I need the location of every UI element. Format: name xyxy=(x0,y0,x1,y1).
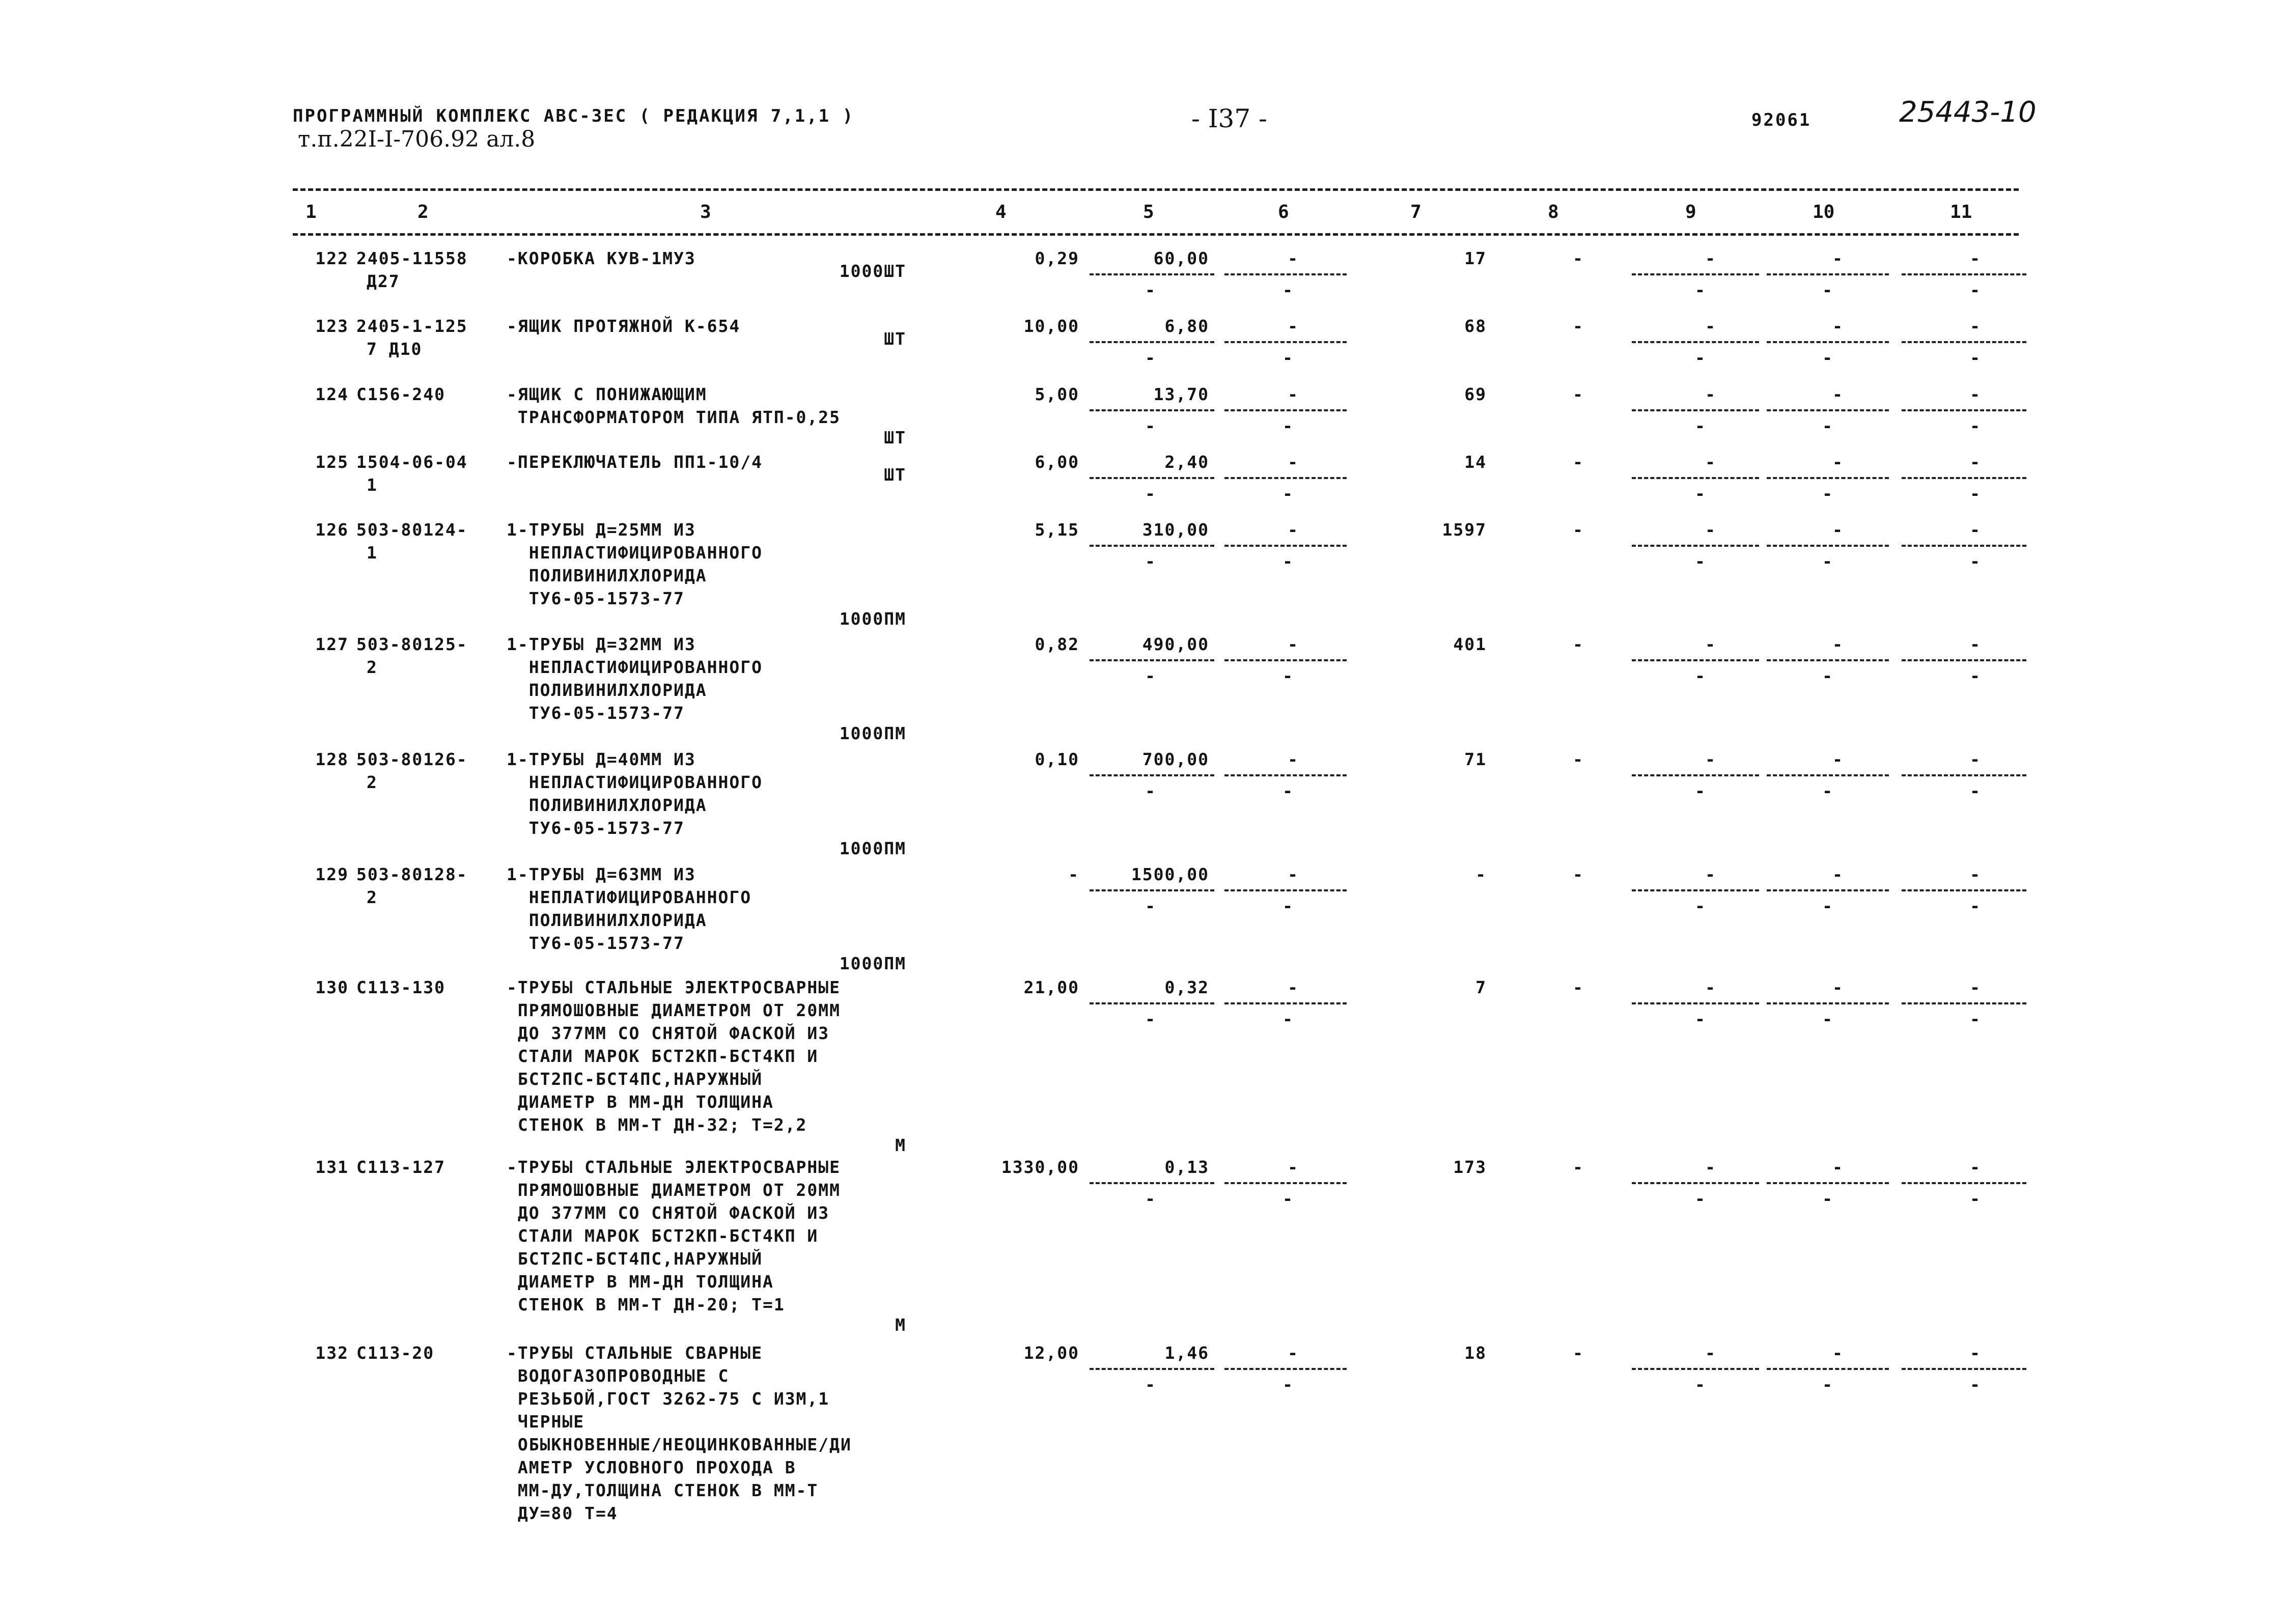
cell-c9: - xyxy=(1705,749,1716,769)
cell-second-line: - xyxy=(1822,1375,1833,1394)
cell-underline xyxy=(1090,1368,1214,1370)
cell-c10: - xyxy=(1832,316,1844,336)
resource-description: -ПЕРЕКЛЮЧАТЕЛЬ ПП1-10/4 xyxy=(507,452,763,472)
column-header: 8 xyxy=(1548,202,1559,222)
resource-description: ВОДОГАЗОПРОВОДНЫЕ С xyxy=(507,1366,730,1386)
resource-description: ПРЯМОШОВНЫЕ ДИАМЕТРОМ ОТ 20ММ xyxy=(507,1180,841,1200)
cell-c4: - xyxy=(1068,864,1079,884)
cell-underline xyxy=(1767,1368,1889,1370)
cell-c10: - xyxy=(1832,634,1844,654)
resource-code: 2 xyxy=(367,657,378,677)
cell-underline xyxy=(1902,273,2026,275)
cell-c10: - xyxy=(1832,1343,1844,1363)
cell-second-line: - xyxy=(1695,666,1706,686)
cell-second-line: - xyxy=(1283,781,1294,801)
cell-c11: - xyxy=(1970,452,1981,472)
cell-second-line: - xyxy=(1145,781,1156,801)
cell-c8: - xyxy=(1573,248,1584,268)
cell-second-line: - xyxy=(1970,781,1981,801)
column-header: 1 xyxy=(305,202,317,222)
cell-c4: 6,00 xyxy=(1035,452,1079,472)
cell-underline xyxy=(1224,1368,1347,1370)
cell-second-line: - xyxy=(1822,896,1833,916)
cell-second-line: - xyxy=(1970,280,1981,300)
unit-of-measure: ШТ xyxy=(884,465,906,485)
cell-c8: - xyxy=(1573,384,1584,404)
resource-code: 503-80126- xyxy=(356,749,468,769)
cell-underline xyxy=(1902,659,2026,661)
cell-c7: - xyxy=(1475,864,1487,884)
cell-second-line: - xyxy=(1145,896,1156,916)
row-number: 131 xyxy=(315,1157,349,1177)
cell-second-line: - xyxy=(1283,1189,1294,1209)
cell-underline xyxy=(1090,273,1214,275)
cell-second-line: - xyxy=(1970,348,1981,368)
resource-description: 1-ТРУБЫ Д=63ММ ИЗ xyxy=(507,864,696,884)
cell-second-line: - xyxy=(1145,1009,1156,1029)
row-number: 127 xyxy=(315,634,349,654)
resource-description: -ЯЩИК С ПОНИЖАЮЩИМ xyxy=(507,384,707,404)
cell-underline xyxy=(1090,477,1214,479)
column-header: 6 xyxy=(1278,202,1289,222)
column-header: 11 xyxy=(1950,202,1972,222)
cell-second-line: - xyxy=(1283,551,1294,571)
cell-underline xyxy=(1767,1002,1889,1004)
cell-second-line: - xyxy=(1822,1009,1833,1029)
cell-c6: - xyxy=(1288,316,1299,336)
cell-c6: - xyxy=(1288,977,1299,997)
resource-code: С113-20 xyxy=(356,1343,435,1363)
cell-second-line: - xyxy=(1695,348,1706,368)
row-number: 123 xyxy=(315,316,349,336)
cell-second-line: - xyxy=(1695,896,1706,916)
resource-code: 503-80124- xyxy=(356,520,468,540)
resource-description: ДИАМЕТР В ММ-ДН ТОЛЩИНА xyxy=(507,1092,774,1112)
unit-of-measure: 1000ПМ xyxy=(839,954,906,973)
resource-description: 1-ТРУБЫ Д=25ММ ИЗ xyxy=(507,520,696,540)
row-number: 126 xyxy=(315,520,349,540)
cell-c11: - xyxy=(1970,384,1981,404)
cell-second-line: - xyxy=(1695,551,1706,571)
resource-code: 2405-1-125 xyxy=(356,316,468,336)
cell-second-line: - xyxy=(1695,280,1706,300)
cell-underline xyxy=(1902,341,2026,343)
resource-description: ДО 377ММ СО СНЯТОЙ ФАСКОЙ ИЗ xyxy=(507,1023,830,1043)
resource-description: БСТ2ПС-БСТ4ПС,НАРУЖНЫЙ xyxy=(507,1249,763,1269)
resource-description: БСТ2ПС-БСТ4ПС,НАРУЖНЫЙ xyxy=(507,1069,763,1089)
cell-c11: - xyxy=(1970,520,1981,540)
cell-c4: 21,00 xyxy=(1023,977,1079,997)
cell-c11: - xyxy=(1970,1157,1981,1177)
resource-code: С113-130 xyxy=(356,977,445,997)
cell-second-line: - xyxy=(1822,484,1833,503)
cell-underline xyxy=(1090,774,1214,776)
cell-c10: - xyxy=(1832,749,1844,769)
cell-c11: - xyxy=(1970,749,1981,769)
cell-c6: - xyxy=(1288,452,1299,472)
cell-second-line: - xyxy=(1695,1009,1706,1029)
cell-second-line: - xyxy=(1145,666,1156,686)
cell-c6: - xyxy=(1288,1343,1299,1363)
page-number: - I37 - xyxy=(1191,104,1267,133)
unit-of-measure: М xyxy=(895,1135,906,1155)
cell-second-line: - xyxy=(1145,280,1156,300)
resource-code: 2 xyxy=(367,772,378,792)
cell-underline xyxy=(1767,273,1889,275)
resource-description: СТЕНОК В ММ-Т ДН-32; Т=2,2 xyxy=(507,1115,807,1135)
cell-second-line: - xyxy=(1695,1375,1706,1394)
cell-c10: - xyxy=(1832,977,1844,997)
cell-underline xyxy=(1632,409,1759,411)
cell-c4: 10,00 xyxy=(1023,316,1079,336)
cell-underline xyxy=(1090,1002,1214,1004)
resource-description: СТЕНОК В ММ-Т ДН-20; Т=1 xyxy=(507,1295,785,1314)
resource-description: РЕЗЬБОЙ,ГОСТ 3262-75 С ИЗМ,1 xyxy=(507,1389,830,1409)
resource-code: 1 xyxy=(367,543,378,563)
cell-c8: - xyxy=(1573,1157,1584,1177)
cell-c5: 310,00 xyxy=(1142,520,1209,540)
cell-second-line: - xyxy=(1695,781,1706,801)
cell-c11: - xyxy=(1970,248,1981,268)
cell-underline xyxy=(1090,341,1214,343)
cell-c9: - xyxy=(1705,977,1716,997)
handwritten-number: 25443-10 xyxy=(1899,96,2037,129)
resource-code: 503-80125- xyxy=(356,634,468,654)
cell-second-line: - xyxy=(1283,896,1294,916)
cell-c10: - xyxy=(1832,520,1844,540)
cell-underline xyxy=(1767,889,1889,891)
cell-underline xyxy=(1632,889,1759,891)
cell-second-line: - xyxy=(1283,666,1294,686)
cell-underline xyxy=(1224,1182,1347,1184)
cell-c9: - xyxy=(1705,452,1716,472)
cell-underline xyxy=(1090,889,1214,891)
column-header: 10 xyxy=(1813,202,1835,222)
cell-underline xyxy=(1902,1002,2026,1004)
cell-underline xyxy=(1632,659,1759,661)
cell-underline xyxy=(1090,659,1214,661)
column-header: 4 xyxy=(995,202,1007,222)
cell-second-line: - xyxy=(1145,348,1156,368)
cell-underline xyxy=(1767,409,1889,411)
cell-c8: - xyxy=(1573,452,1584,472)
cell-c4: 5,15 xyxy=(1035,520,1079,540)
cell-c6: - xyxy=(1288,520,1299,540)
cell-c5: 60,00 xyxy=(1153,248,1209,268)
cell-underline xyxy=(1090,409,1214,411)
resource-description: ПРЯМОШОВНЫЕ ДИАМЕТРОМ ОТ 20ММ xyxy=(507,1000,841,1020)
cell-c4: 0,10 xyxy=(1035,749,1079,769)
cell-underline xyxy=(1902,889,2026,891)
cell-underline xyxy=(1632,1368,1759,1370)
cell-c10: - xyxy=(1832,384,1844,404)
cell-c6: - xyxy=(1288,864,1299,884)
cell-c9: - xyxy=(1705,316,1716,336)
cell-underline xyxy=(1902,1368,2026,1370)
resource-description: ПОЛИВИНИЛХЛОРИДА xyxy=(507,680,707,700)
cell-second-line: - xyxy=(1283,1009,1294,1029)
cell-c5: 490,00 xyxy=(1142,634,1209,654)
cell-second-line: - xyxy=(1695,416,1706,436)
cell-second-line: - xyxy=(1822,781,1833,801)
cell-second-line: - xyxy=(1822,1189,1833,1209)
cell-underline xyxy=(1224,889,1347,891)
cell-second-line: - xyxy=(1283,416,1294,436)
row-number: 128 xyxy=(315,749,349,769)
cell-underline xyxy=(1632,774,1759,776)
resource-description: -ТРУБЫ СТАЛЬНЫЕ СВАРНЫЕ xyxy=(507,1343,763,1363)
cell-c5: 1500,00 xyxy=(1131,864,1209,884)
cell-second-line: - xyxy=(1145,484,1156,503)
cell-c7: 17 xyxy=(1464,248,1487,268)
cell-second-line: - xyxy=(1283,484,1294,503)
cell-second-line: - xyxy=(1970,1189,1981,1209)
cell-second-line: - xyxy=(1970,896,1981,916)
cell-c11: - xyxy=(1970,634,1981,654)
cell-c5: 6,80 xyxy=(1164,316,1209,336)
resource-description: ММ-ДУ,ТОЛЩИНА СТЕНОК В ММ-Т xyxy=(507,1480,819,1500)
cell-c6: - xyxy=(1288,248,1299,268)
resource-description: ТУ6-05-1573-77 xyxy=(507,933,685,953)
cell-c9: - xyxy=(1705,864,1716,884)
cell-underline xyxy=(1224,341,1347,343)
cell-c11: - xyxy=(1970,316,1981,336)
column-header: 3 xyxy=(700,202,711,222)
unit-of-measure: ШТ xyxy=(884,428,906,447)
cell-c5: 700,00 xyxy=(1142,749,1209,769)
resource-code: 503-80128- xyxy=(356,864,468,884)
cell-second-line: - xyxy=(1283,1375,1294,1394)
cell-second-line: - xyxy=(1970,484,1981,503)
column-header: 5 xyxy=(1143,202,1154,222)
cell-c11: - xyxy=(1970,864,1981,884)
resource-description: АМЕТР УСЛОВНОГО ПРОХОДА В xyxy=(507,1458,796,1477)
resource-description: ЧЕРНЫЕ xyxy=(507,1412,585,1432)
cell-underline xyxy=(1767,341,1889,343)
cell-c4: 1330,00 xyxy=(1001,1157,1079,1177)
cell-c9: - xyxy=(1705,384,1716,404)
cell-c5: 13,70 xyxy=(1153,384,1209,404)
cell-underline xyxy=(1632,545,1759,547)
cell-underline xyxy=(1902,545,2026,547)
cell-underline xyxy=(1767,545,1889,547)
cell-second-line: - xyxy=(1283,280,1294,300)
resource-description: НЕПЛАСТИФИЦИРОВАННОГО xyxy=(507,657,763,677)
unit-of-measure: 1000ПМ xyxy=(839,723,906,743)
cell-c6: - xyxy=(1288,384,1299,404)
cell-c9: - xyxy=(1705,634,1716,654)
cell-underline xyxy=(1224,545,1347,547)
cell-second-line: - xyxy=(1695,484,1706,503)
cell-underline xyxy=(1224,659,1347,661)
cell-second-line: - xyxy=(1283,348,1294,368)
cell-underline xyxy=(1632,477,1759,479)
program-title: ПРОГРАММНЫЙ КОМПЛЕКС АВС-3ЕС ( РЕДАКЦИЯ 7,1,1 ) xyxy=(293,106,855,126)
resource-description: НЕПЛАТИФИЦИРОВАННОГО xyxy=(507,887,752,907)
resource-description: ТУ6-05-1573-77 xyxy=(507,818,685,838)
cell-second-line: - xyxy=(1970,1375,1981,1394)
cell-second-line: - xyxy=(1145,416,1156,436)
cell-c4: 0,29 xyxy=(1035,248,1079,268)
cell-c10: - xyxy=(1832,864,1844,884)
cell-underline xyxy=(1767,774,1889,776)
cell-underline xyxy=(1632,1002,1759,1004)
resource-description: -ТРУБЫ СТАЛЬНЫЕ ЭЛЕКТРОСВАРНЫЕ xyxy=(507,1157,841,1177)
cell-second-line: - xyxy=(1145,1375,1156,1394)
cell-c9: - xyxy=(1705,248,1716,268)
cell-c8: - xyxy=(1573,749,1584,769)
cell-underline xyxy=(1224,477,1347,479)
cell-c11: - xyxy=(1970,977,1981,997)
resource-description: ОБЫКНОВЕННЫЕ/НЕОЦИНКОВАННЫЕ/ДИ xyxy=(507,1435,852,1454)
column-header: 9 xyxy=(1685,202,1696,222)
cell-underline xyxy=(1224,409,1347,411)
cell-c7: 14 xyxy=(1464,452,1487,472)
cell-underline xyxy=(1767,1182,1889,1184)
cell-underline xyxy=(1224,1002,1347,1004)
cell-underline xyxy=(1090,1182,1214,1184)
cell-underline xyxy=(1632,341,1759,343)
cell-underline xyxy=(1902,1182,2026,1184)
cell-second-line: - xyxy=(1970,666,1981,686)
cell-second-line: - xyxy=(1822,280,1833,300)
cell-underline xyxy=(1224,273,1347,275)
cell-c8: - xyxy=(1573,977,1584,997)
resource-description: ДО 377ММ СО СНЯТОЙ ФАСКОЙ ИЗ xyxy=(507,1203,830,1223)
row-number: 125 xyxy=(315,452,349,472)
row-number: 132 xyxy=(315,1343,349,1363)
resource-code: 2405-11558 xyxy=(356,248,468,268)
cell-c6: - xyxy=(1288,1157,1299,1177)
resource-description: -ЯЩИК ПРОТЯЖНОЙ К-654 xyxy=(507,316,741,336)
cell-c5: 0,32 xyxy=(1164,977,1209,997)
cell-c4: 12,00 xyxy=(1023,1343,1079,1363)
cell-c7: 7 xyxy=(1475,977,1487,997)
cell-second-line: - xyxy=(1822,416,1833,436)
cell-second-line: - xyxy=(1822,551,1833,571)
cell-c7: 173 xyxy=(1453,1157,1487,1177)
cell-c5: 0,13 xyxy=(1164,1157,1209,1177)
cell-second-line: - xyxy=(1970,551,1981,571)
resource-description: ПОЛИВИНИЛХЛОРИДА xyxy=(507,566,707,585)
resource-description: ТУ6-05-1573-77 xyxy=(507,703,685,723)
resource-description: 1-ТРУБЫ Д=40ММ ИЗ xyxy=(507,749,696,769)
unit-of-measure: 1000ПМ xyxy=(839,838,906,858)
resource-description: ПОЛИВИНИЛХЛОРИДА xyxy=(507,795,707,815)
resource-description: ДИАМЕТР В ММ-ДН ТОЛЩИНА xyxy=(507,1272,774,1292)
cell-second-line: - xyxy=(1970,1009,1981,1029)
cell-c4: 5,00 xyxy=(1035,384,1079,404)
cell-underline xyxy=(1090,545,1214,547)
resource-description: ДУ=80 Т=4 xyxy=(507,1503,618,1523)
cell-c4: 0,82 xyxy=(1035,634,1079,654)
cell-c7: 68 xyxy=(1464,316,1487,336)
resource-code: 2 xyxy=(367,887,378,907)
cell-c11: - xyxy=(1970,1343,1981,1363)
cell-underline xyxy=(1224,774,1347,776)
resource-code: С113-127 xyxy=(356,1157,445,1177)
document-reference: т.п.22I-I-706.92 ал.8 xyxy=(298,126,536,152)
unit-of-measure: 1000ПМ xyxy=(839,609,906,629)
cell-c7: 71 xyxy=(1464,749,1487,769)
row-number: 130 xyxy=(315,977,349,997)
resource-code: 7 Д10 xyxy=(367,339,423,359)
cell-c7: 69 xyxy=(1464,384,1487,404)
cell-second-line: - xyxy=(1822,666,1833,686)
document-code: 92061 xyxy=(1751,110,1812,130)
row-number: 124 xyxy=(315,384,349,404)
resource-description: НЕПЛАСТИФИЦИРОВАННОГО xyxy=(507,543,763,563)
cell-underline xyxy=(1902,477,2026,479)
resource-code: Д27 xyxy=(367,271,400,291)
cell-c7: 401 xyxy=(1453,634,1487,654)
cell-c6: - xyxy=(1288,749,1299,769)
column-header: 2 xyxy=(417,202,429,222)
cell-underline xyxy=(1767,659,1889,661)
unit-of-measure: М xyxy=(895,1315,906,1335)
cell-second-line: - xyxy=(1145,551,1156,571)
cell-underline xyxy=(1632,1182,1759,1184)
resource-code: 1504-06-04 xyxy=(356,452,468,472)
cell-second-line: - xyxy=(1695,1189,1706,1209)
cell-c8: - xyxy=(1573,1343,1584,1363)
resource-description: СТАЛИ МАРОК БСТ2КП-БСТ4КП И xyxy=(507,1046,819,1066)
resource-code: 1 xyxy=(367,475,378,495)
cell-c8: - xyxy=(1573,634,1584,654)
row-number: 122 xyxy=(315,248,349,268)
unit-of-measure: 1000ШТ xyxy=(839,261,906,281)
unit-of-measure: ШТ xyxy=(884,329,906,349)
cell-underline xyxy=(1767,477,1889,479)
resource-description: -ТРУБЫ СТАЛЬНЫЕ ЭЛЕКТРОСВАРНЫЕ xyxy=(507,977,841,997)
cell-c9: - xyxy=(1705,520,1716,540)
cell-c10: - xyxy=(1832,452,1844,472)
cell-c9: - xyxy=(1705,1343,1716,1363)
cell-c7: 1597 xyxy=(1442,520,1487,540)
cell-c5: 1,46 xyxy=(1164,1343,1209,1363)
resource-description: ТРАНСФОРМАТОРОМ ТИПА ЯТП-0,25 xyxy=(507,407,841,427)
cell-c8: - xyxy=(1573,864,1584,884)
cell-second-line: - xyxy=(1145,1189,1156,1209)
cell-underline xyxy=(1902,774,2026,776)
resource-description: -КОРОБКА КУВ-1МУЗ xyxy=(507,248,696,268)
cell-c5: 2,40 xyxy=(1164,452,1209,472)
resource-description: ПОЛИВИНИЛХЛОРИДА xyxy=(507,910,707,930)
cell-c8: - xyxy=(1573,520,1584,540)
cell-c9: - xyxy=(1705,1157,1716,1177)
cell-c10: - xyxy=(1832,248,1844,268)
cell-underline xyxy=(1632,273,1759,275)
column-header: 7 xyxy=(1410,202,1422,222)
row-number: 129 xyxy=(315,864,349,884)
resource-description: 1-ТРУБЫ Д=32ММ ИЗ xyxy=(507,634,696,654)
resource-code: С156-240 xyxy=(356,384,445,404)
cell-underline xyxy=(1902,409,2026,411)
cell-second-line: - xyxy=(1970,416,1981,436)
cell-c7: 18 xyxy=(1464,1343,1487,1363)
resource-description: НЕПЛАСТИФИЦИРОВАННОГО xyxy=(507,772,763,792)
cell-c10: - xyxy=(1832,1157,1844,1177)
resource-description: ТУ6-05-1573-77 xyxy=(507,589,685,608)
cell-c6: - xyxy=(1288,634,1299,654)
cell-c8: - xyxy=(1573,316,1584,336)
cell-second-line: - xyxy=(1822,348,1833,368)
resource-description: СТАЛИ МАРОК БСТ2КП-БСТ4КП И xyxy=(507,1226,819,1246)
